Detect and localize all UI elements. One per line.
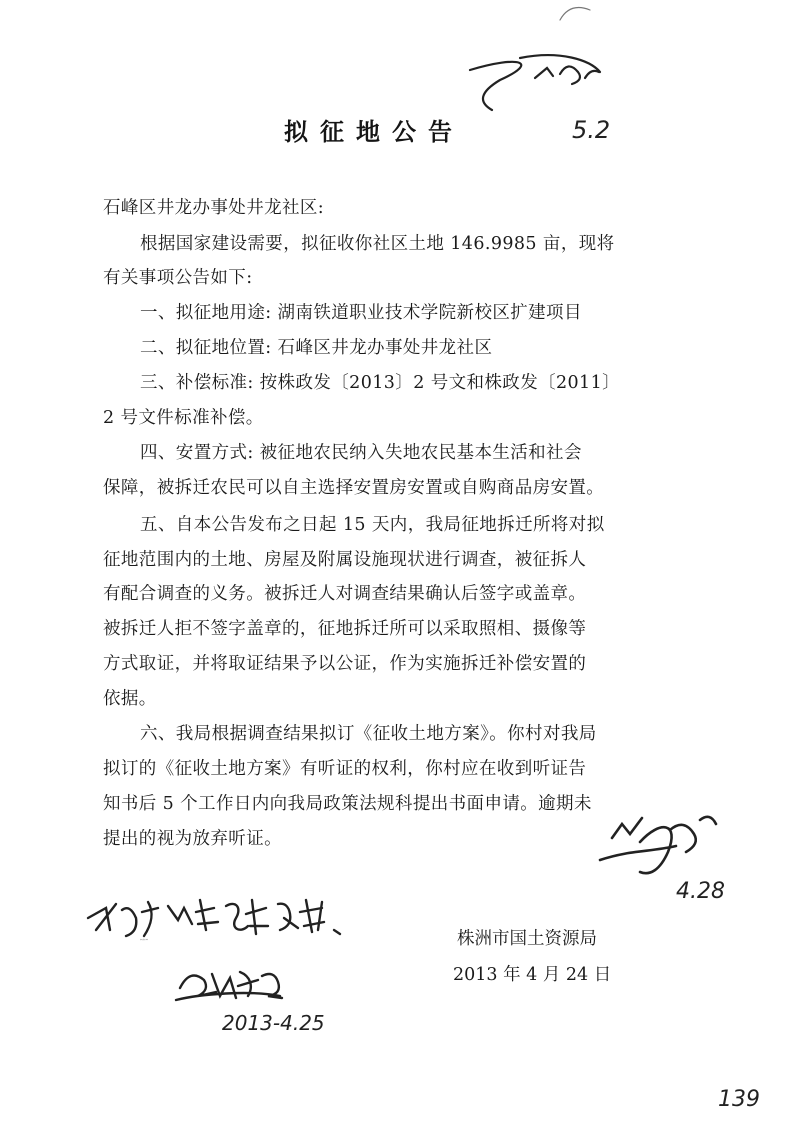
paragraph-line: 二、拟征地位置: 石峰区井龙办事处井龙社区 — [140, 338, 493, 358]
right-signature-date: 4.28 — [676, 879, 725, 904]
paragraph-line: 2 号文件标准补偿。 — [103, 408, 264, 428]
left-handwritten-signature — [176, 972, 282, 1000]
paragraph-line: 提出的视为放弃听证。 — [103, 829, 282, 849]
issue-date: 2013 年 4 月 24 日 — [453, 965, 612, 985]
top-right-note: 5.2 — [572, 116, 611, 144]
paragraph-line: 知书后 5 个工作日内向我局政策法规科提出书面申请。逾期未 — [103, 794, 592, 814]
paragraph-line: 保障，被拆迁农民可以自主选择安置房安置或自购商品房安置。 — [103, 478, 605, 498]
paragraph-line: 三、补偿标准: 按株政发〔2013〕2 号文和株政发〔2011〕 — [140, 373, 621, 393]
left-signature-date: 2013-4.25 — [222, 1011, 325, 1035]
paragraph-line: 拟订的《征收土地方案》有听证的权利，你村应在收到听证告 — [103, 759, 587, 779]
paragraph-line: 有配合调查的义务。被拆迁人对调查结果确认后签字或盖章。 — [103, 584, 587, 604]
paragraph-line: 四、安置方式: 被征地农民纳入失地农民基本生活和社会 — [140, 443, 582, 463]
paragraph-line: 被拆迁人拒不签字盖章的，征地拆迁所可以采取照相、摄像等 — [103, 619, 587, 639]
paragraph-line: 方式取证，并将取证结果予以公证，作为实施拆迁补偿安置的 — [103, 654, 587, 674]
paragraph-line: 根据国家建设需要，拟征收你社区土地 146.9985 亩，现将 — [140, 234, 615, 254]
document-title: 拟征地公告 — [284, 117, 464, 146]
addressee: 石峰区井龙办事处井龙社区: — [103, 198, 325, 218]
page-number: 139 — [718, 1087, 760, 1112]
paragraph-line: 征地范围内的土地、房屋及附属设施现状进行调查，被征拆人 — [103, 550, 587, 570]
paragraph-line: 五、自本公告发布之日起 15 天内，我局征地拆迁所将对拟 — [140, 515, 605, 535]
paragraph-line: 依据。 — [103, 689, 157, 709]
left-comment-text: 拟同意报领导审批 — [140, 940, 148, 941]
left-handwritten-comment — [88, 900, 340, 936]
issuer-name: 株洲市国土资源局 — [457, 929, 597, 949]
paragraph-line: 一、拟征地用途: 湖南铁道职业技术学院新校区扩建项目 — [140, 303, 582, 323]
top-right-handwritten-signature — [470, 8, 600, 110]
paragraph-line: 六、我局根据调查结果拟订《征收土地方案》。你村对我局 — [140, 724, 597, 744]
right-handwritten-signature — [600, 817, 716, 873]
paragraph-line: 有关事项公告如下: — [103, 268, 253, 288]
